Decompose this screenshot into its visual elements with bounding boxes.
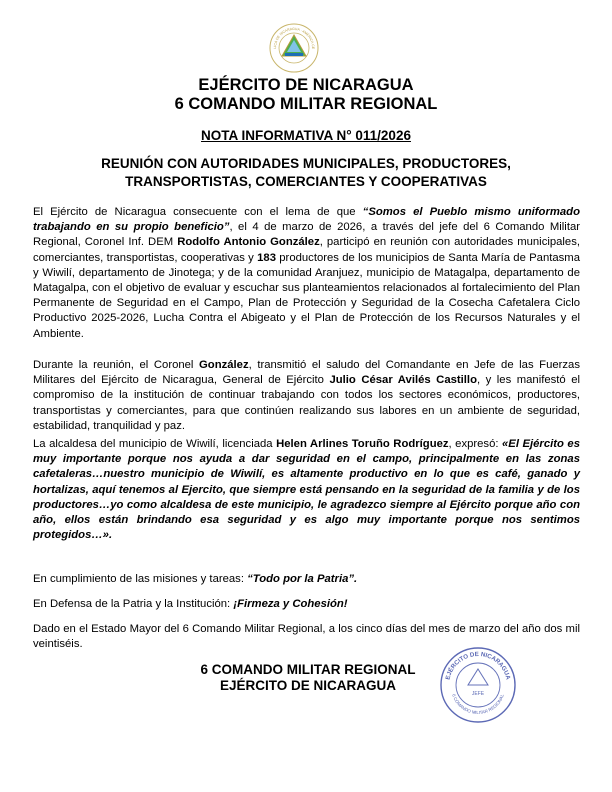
seal-center-text: JEFE [471, 691, 485, 697]
org-name-line: EJÉRCITO DE NICARAGUA [198, 76, 414, 94]
p3-text-b: , expresó: [448, 438, 503, 450]
p4-motto: “Todo por la Patria”. [247, 573, 358, 585]
paragraph-1 [33, 205, 580, 342]
org-command-line: 6 COMANDO MILITAR REGIONAL [174, 95, 438, 113]
p2-general-name: Julio César Avilés Castillo [329, 374, 477, 387]
national-coat-of-arms-icon [268, 22, 320, 74]
p2-colonel-name: González [199, 359, 249, 371]
p5-motto: ¡Firmeza y Cohesión! [233, 598, 348, 610]
p1-text-d: productores de los municipios de Santa María de Pantasma y Wiwilí, departamento de Jinotega; y de la comunidad Aranjuez, municipio de Matagalpa, departamento de Matagalpa, con el objetivo de evaluar y escuchar sus planteamientos relacionados al fortalecimiento del Plan Permanente de Seguridad en el Campo, Plan de Protección y Seguridad de la Cosecha Cafetalera Ciclo Productivo 2025-2026, Lucha Contra el Abigeato y el Plan de Protección de los Recursos Naturales y el Ambiente. [33, 251, 580, 340]
note-title [0, 128, 612, 144]
emblem-text: LICA DE NICARAGUA · AMÉRICA CE [272, 26, 316, 50]
p3-mayor-quote: «El Ejército es muy importante porque nos ayuda a dar seguridad en el campo, principalmente en las zonas cafetaleras…nuestro municipio de Wiwilí, es altamente productivo en lo que es café, ganado y hortalizas, aquí tenemos al Ejercito, que siempre está pensando en la seguridad de la familia y de los productores…yo como alcaldesa de este municipio, le agradezco siempre al Ejército porque año con año, ellos están brindando esa seguridad y es algo muy importante porque nos sentimos protegidos…». [33, 438, 580, 542]
p2-text-c: , y les manifestó el compromiso de la institución de continuar trabajando con todos los sectores económicos, productores, transportistas y comerciantes, para que continúen realizando sus labores en un ambiente de seguridad, estabilidad, tranquilidad y paz. [33, 374, 580, 432]
p4-text: En cumplimiento de las misiones y tareas: [33, 573, 248, 585]
signature-line-2: EJÉRCITO DE NICARAGUA [219, 678, 397, 693]
seal-bottom-text: 6 COMANDO MILITAR REGIONAL [451, 693, 505, 716]
p2-text-b: , transmitió el saludo del Comandante en Jefe de las Fuerzas Militares del Ejército de Nicaragua, General de Ejército [33, 359, 580, 387]
p6-text: Dado en el Estado Mayor del 6 Comando Militar Regional, a los cinco días del mes de marzo del año dos mil veintiséis. [33, 623, 580, 651]
p2-text-a: Durante la reunión, el Coronel [33, 359, 200, 371]
paragraph-2 [33, 358, 580, 434]
paragraph-3 [33, 437, 580, 543]
p1-text-a: El Ejército de Nicaragua consecuente con el lema de que [33, 206, 363, 218]
headline [40, 155, 572, 190]
p3-text-a: La alcaldesa del municipio de Wiwilí, licenciada [33, 438, 277, 450]
organization-title [0, 76, 612, 114]
note-number: NOTA INFORMATIVA N° 011/2026 [201, 128, 411, 143]
headline-line-1: REUNIÓN CON AUTORIDADES MUNICIPALES, PRODUCTORES, [101, 156, 511, 171]
official-seal-icon [438, 645, 518, 725]
p5-text: En Defensa de la Patria y la Institución: [33, 598, 234, 610]
p1-motto: “Somos el Pueblo mismo uniformado trabajando en su propio beneficio” [33, 206, 580, 234]
p3-mayor-name: Helen Arlines Toruño Rodríguez [276, 438, 449, 450]
headline-line-2: TRANSPORTISTAS, COMERCIANTES Y COOPERATIVAS [125, 173, 487, 189]
seal-top-text: EJÉRCITO DE NICARAGUA [444, 650, 512, 681]
signature-block [178, 662, 438, 694]
p1-producer-count: 183 [257, 251, 276, 264]
signature-line-1: 6 COMANDO MILITAR REGIONAL [200, 662, 416, 677]
paragraph-4 [33, 572, 580, 587]
p1-text-c: , participó en reunión con autoridades municipales, comerciantes, transportistas, cooperativas y [33, 236, 580, 264]
p1-text-b: , el 4 de marzo de 2026, a través del jefe del 6 Comando Militar Regional, Coronel Inf. DEM [33, 221, 581, 249]
p1-colonel-name: Rodolfo Antonio González [177, 236, 320, 249]
paragraph-5 [33, 597, 580, 612]
